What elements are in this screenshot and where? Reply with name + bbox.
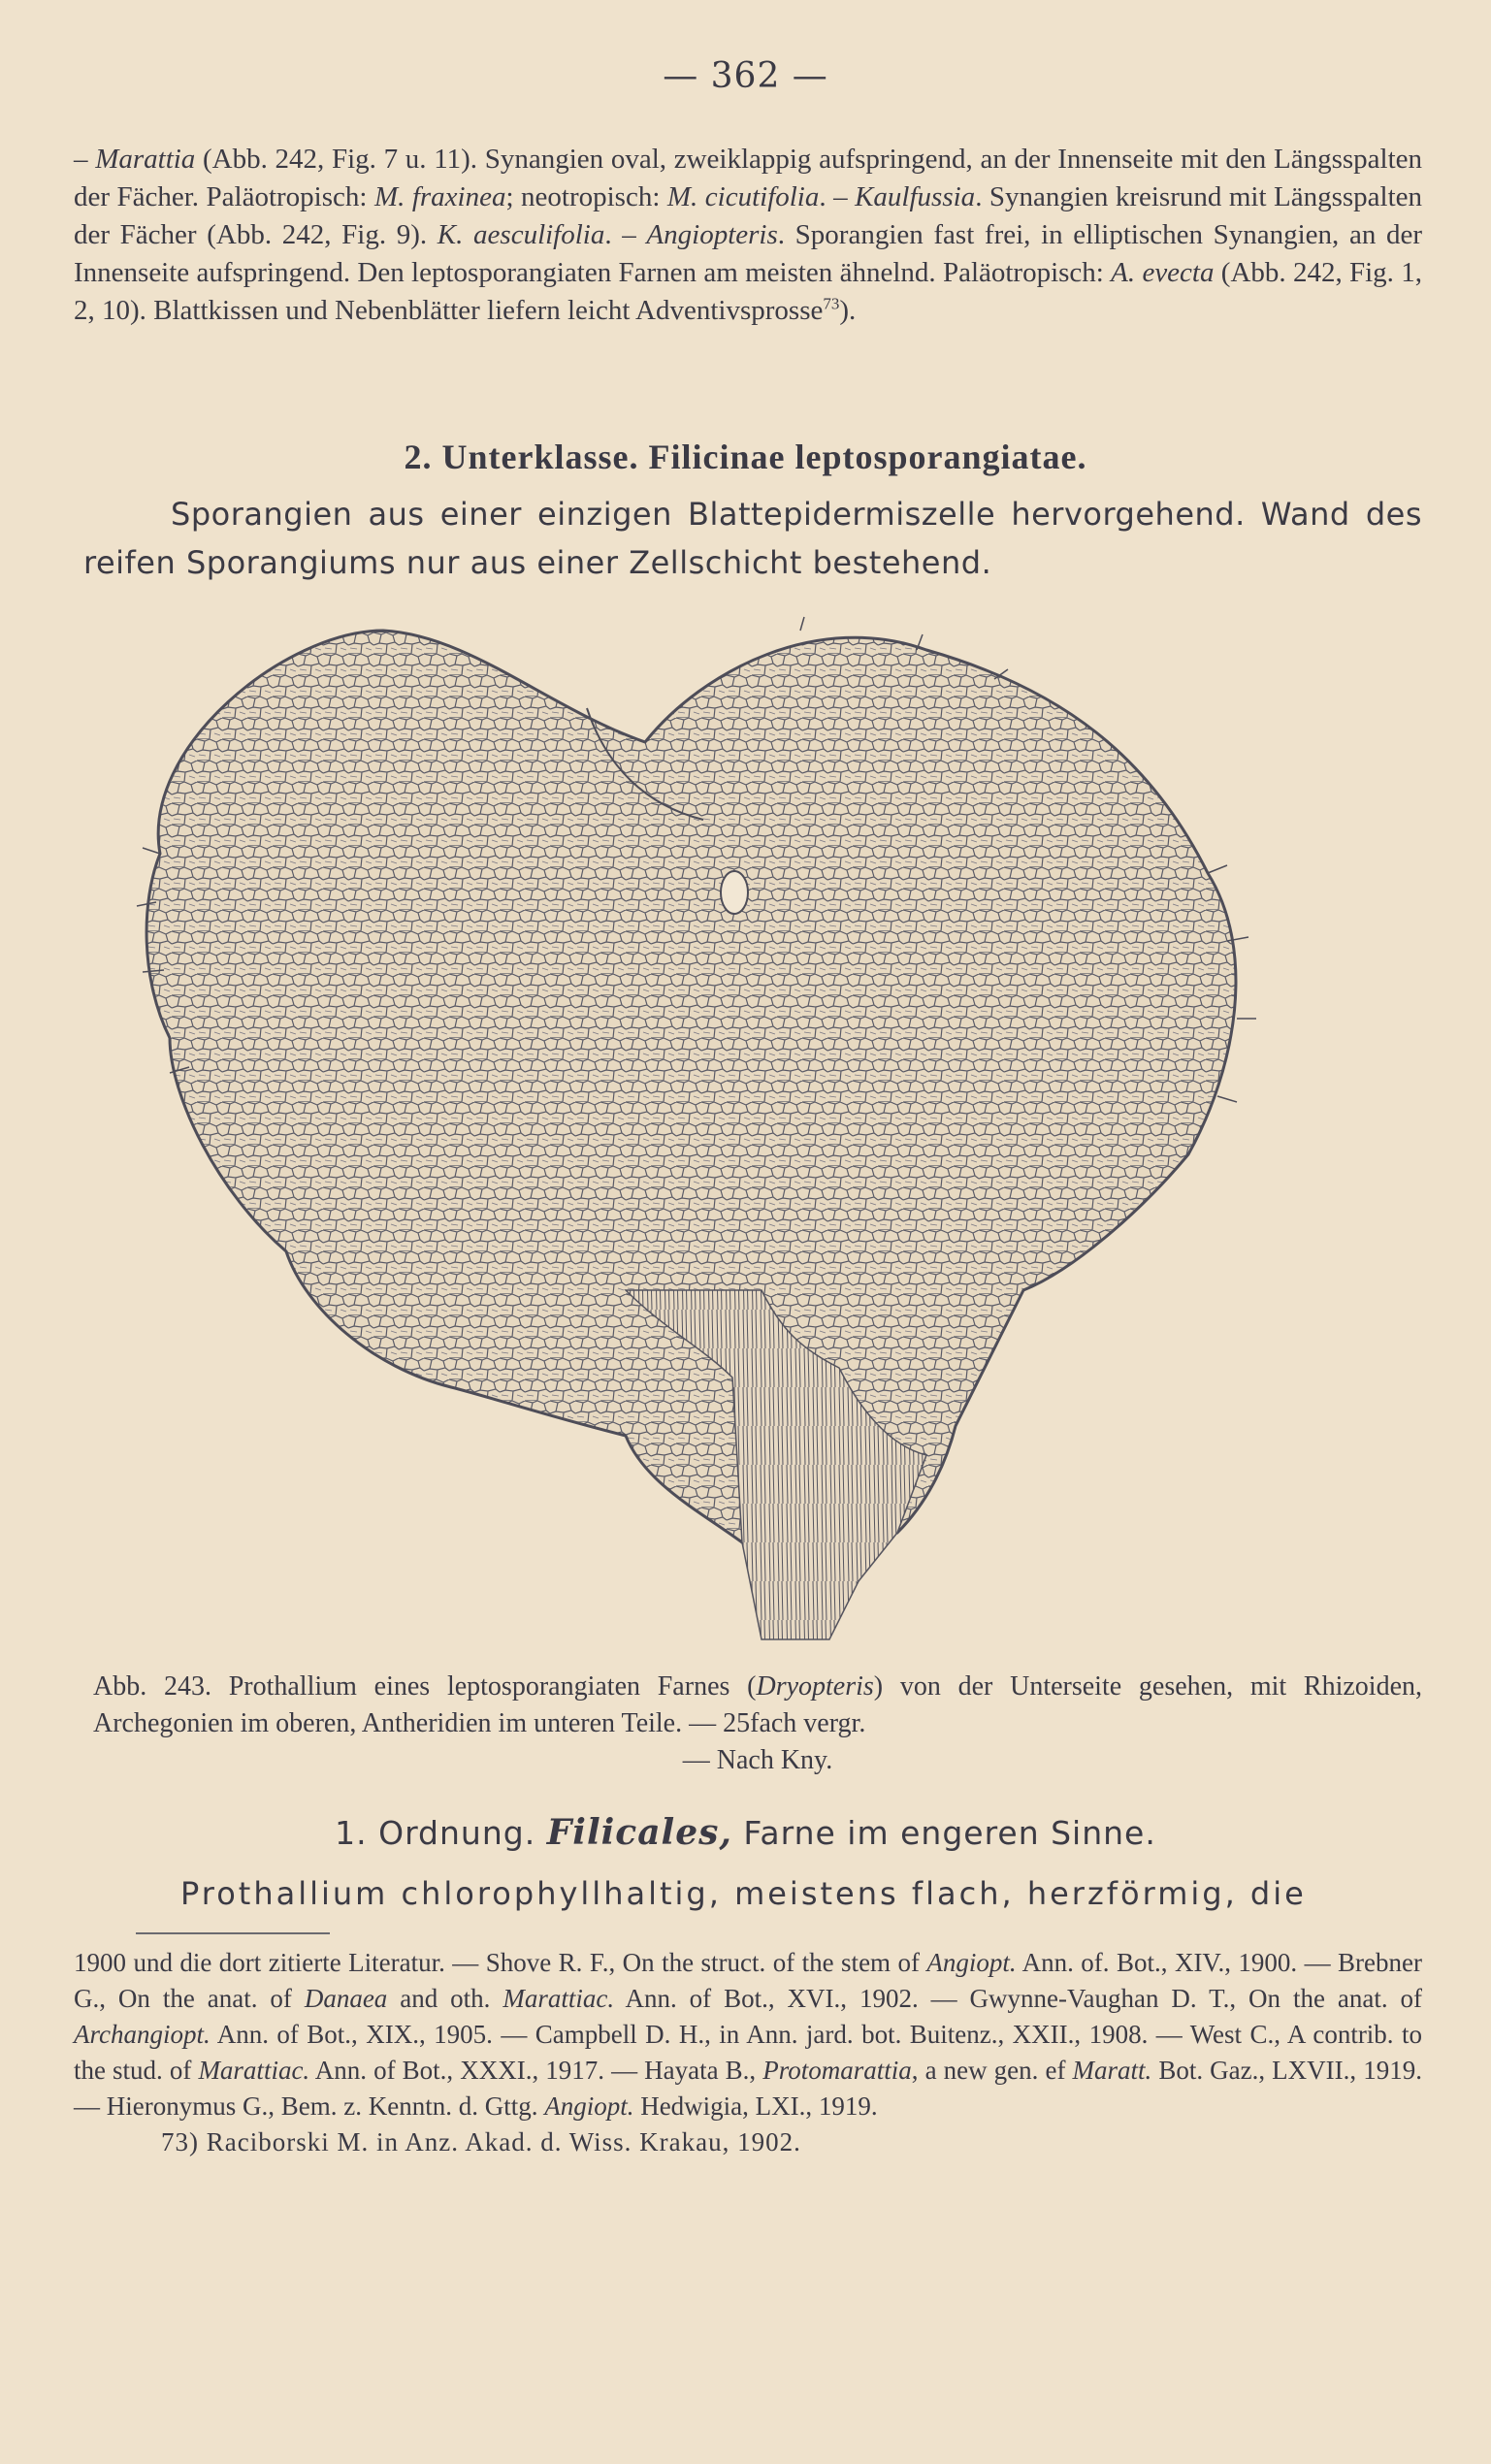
intro-paragraph: Sporangien aus einer einzigen Blattepidermiszelle hervorgehend. Wand des reifen Sporangiums nur aus einer Zellschicht bestehend.	[83, 496, 1422, 581]
footnote-73: 73) Raciborski M. in Anz. Akad. d. Wiss. Krakau, 1902.	[161, 2127, 801, 2156]
order-heading: 1. Ordnung. Filicales, Farne im engeren Sinne.	[335, 1812, 1156, 1853]
page-number: — 362 —	[663, 56, 828, 96]
figure-caption: Abb. 243. Prothallium eines leptosporangiaten Farnes (Dryopteris) von der Unterseite gesehen, mit Rhizoiden, Archegonien im oberen, Antheridien im unteren Teile. — 25fach vergr. — Nach Kny.	[93, 1669, 1422, 1779]
footnotes: 1900 und die dort zitierte Literatur. — Shove R. F., On the struct. of the stem of Angiopt. Ann. of. Bot., XIV., 1900. — Brebner G., On the anat. of Danaea and oth. Marattiac. Ann. of Bot., XVI., 1902. — Gwynne-Vaughan D. T., On the anat. of Archangiopt. Ann. of Bot., XIX., 1905. — Campbell D. H., in Ann. jard. bot. Buitenz., XXII., 1908. — West C., A contrib. to the stud. of Marattiac. Ann. of Bot., XXXI., 1917. — Hayata B., Protomarattia, a new gen. ef Maratt. Bot. Gaz., LXVII., 1919. — Hieronymus G., Bem. z. Kenntn. d. Gttg. Angiopt. Hedwigia, LXI., 1919. 73) Raciborski M. in Anz. Akad. d. Wiss. Krakau, 1902.	[74, 1945, 1422, 2160]
footnote-ref[interactable]: 73	[823, 294, 840, 313]
prothallium-illustration	[121, 611, 1373, 1669]
caption-credit: — Nach Kny.	[682, 1745, 833, 1775]
prothallium-figure	[121, 611, 1373, 1669]
body-line-prothallium: Prothallium chlorophyllhaltig, meistens flach, herzförmig, die	[180, 1875, 1307, 1912]
section-heading: 2. Unterklasse. Filicinae leptosporangiatae.	[404, 438, 1087, 476]
body-paragraph-marattiaceae: – Marattia (Abb. 242, Fig. 7 u. 11). Synangien oval, zweiklappig aufspringend, an der Innenseite mit den Längsspalten der Fächer. Paläotropisch: M. fraxinea; neotropisch: M. cicutifolia. – Kaulfussia. Synangien kreisrund mit Längsspalten der Fächer (Abb. 242, Fig. 9). K. aesculifolia. – Angiopteris. Sporangien fast frei, in elliptischen Synangien, an der Innenseite aufspringend. Den leptosporangiaten Farnen am meisten ähnelnd. Paläotropisch: A. evecta (Abb. 242, Fig. 1, 2, 10). Blattkissen und Nebenblätter liefern leicht Adventivsprosse$^{73}$).	[74, 144, 1423, 326]
footnote-divider	[136, 1932, 330, 1934]
prothallium-body	[146, 631, 1236, 1542]
